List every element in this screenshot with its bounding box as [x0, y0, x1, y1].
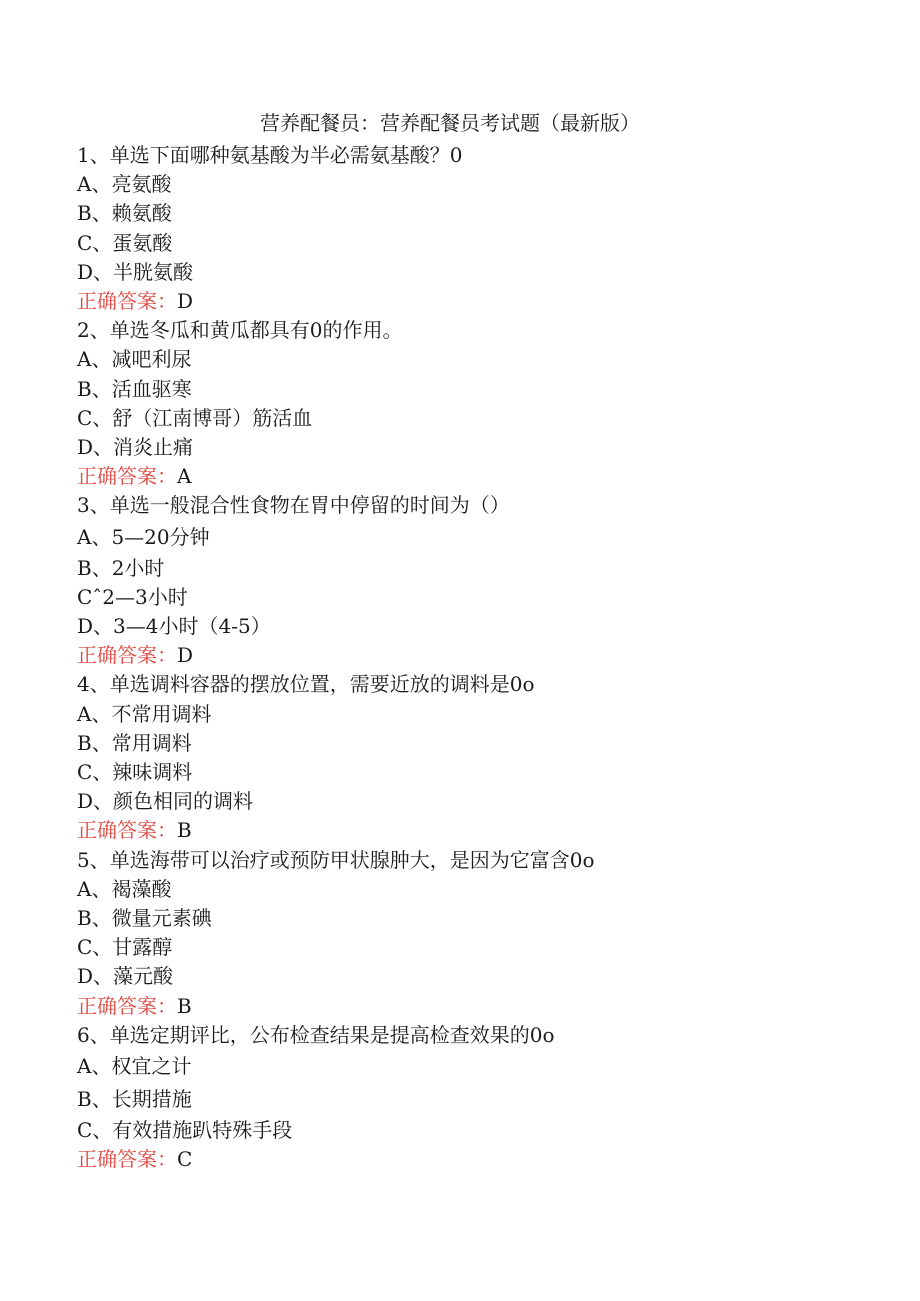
answer-value: B [177, 993, 192, 1018]
answer-value: C [177, 1147, 193, 1172]
option-b: B、长期措施 [77, 1087, 192, 1112]
correct-answer [77, 1145, 897, 1174]
option-a: A、5—20分钟 [77, 524, 210, 549]
document-title: 营养配餐员：营养配餐员考试题（最新版） [260, 111, 640, 135]
option-b: B、赖氨酸 [77, 201, 172, 226]
option-d: D、半胱氨酸 [77, 259, 194, 284]
correct-answer [77, 641, 897, 670]
option-c: Cˆ2—3小时 [77, 584, 188, 609]
question-3 [77, 491, 897, 670]
question-1 [77, 141, 897, 316]
option-d: D、消炎止痛 [77, 435, 194, 460]
option-b: B、活血驱寒 [77, 376, 192, 401]
answer-label: 正确答案： [77, 818, 177, 843]
answer-label: 正确答案： [77, 993, 177, 1018]
answer-label: 正确答案： [77, 289, 177, 314]
correct-answer [77, 462, 897, 491]
answer-label: 正确答案： [77, 643, 177, 668]
option-c: C、甘露醇 [77, 935, 173, 960]
answer-label: 正确答案： [77, 464, 177, 489]
question-6 [77, 1021, 897, 1175]
correct-answer [77, 287, 897, 316]
correct-answer [77, 816, 897, 845]
question-4 [77, 670, 897, 845]
option-d: D、颜色相同的调料 [77, 789, 254, 814]
option-c: C、蛋氨酸 [77, 230, 173, 255]
question-stem: 1、单选下面哪种氨基酸为半必需氨基酸？0 [77, 143, 463, 167]
option-b: B、微量元素碘 [77, 906, 212, 931]
option-a: A、权宜之计 [77, 1054, 192, 1079]
option-a: A、减吧利尿 [77, 347, 192, 372]
option-d: D、3—4小时（4-5） [77, 614, 271, 639]
option-d: D、藻元酸 [77, 964, 174, 989]
option-b: B、常用调料 [77, 730, 192, 755]
answer-value: D [177, 289, 194, 314]
answer-value: B [177, 818, 192, 843]
answer-value: D [177, 643, 194, 668]
question-stem: 5、单选海带可以治疗或预防甲状腺肿大，是因为它富含0o [77, 847, 595, 872]
option-a: A、褐藻酸 [77, 876, 172, 901]
question-stem: 3、单选一般混合性食物在胃中停留的时间为（） [77, 493, 510, 518]
option-c: C、舒（江南博哥）筋活血 [77, 405, 313, 430]
question-2 [77, 316, 897, 491]
option-c: C、有效措施趴特殊手段 [77, 1118, 293, 1143]
question-stem: 6、单选定期评比，公布检查结果是提高检查效果的0o [77, 1022, 555, 1047]
answer-value: A [177, 464, 192, 489]
option-c: C、辣味调料 [77, 760, 193, 785]
question-5 [77, 846, 897, 1021]
correct-answer [77, 992, 897, 1021]
option-b: B、2小时 [77, 555, 165, 580]
option-a: A、亮氨酸 [77, 172, 172, 197]
question-stem: 4、单选调料容器的摆放位置，需要近放的调料是0o [77, 672, 535, 697]
answer-label: 正确答案： [77, 1147, 177, 1172]
question-stem: 2、单选冬瓜和黄瓜都具有0的作用。 [77, 318, 403, 343]
question-list [77, 141, 897, 1175]
option-a: A、不常用调料 [77, 701, 212, 726]
